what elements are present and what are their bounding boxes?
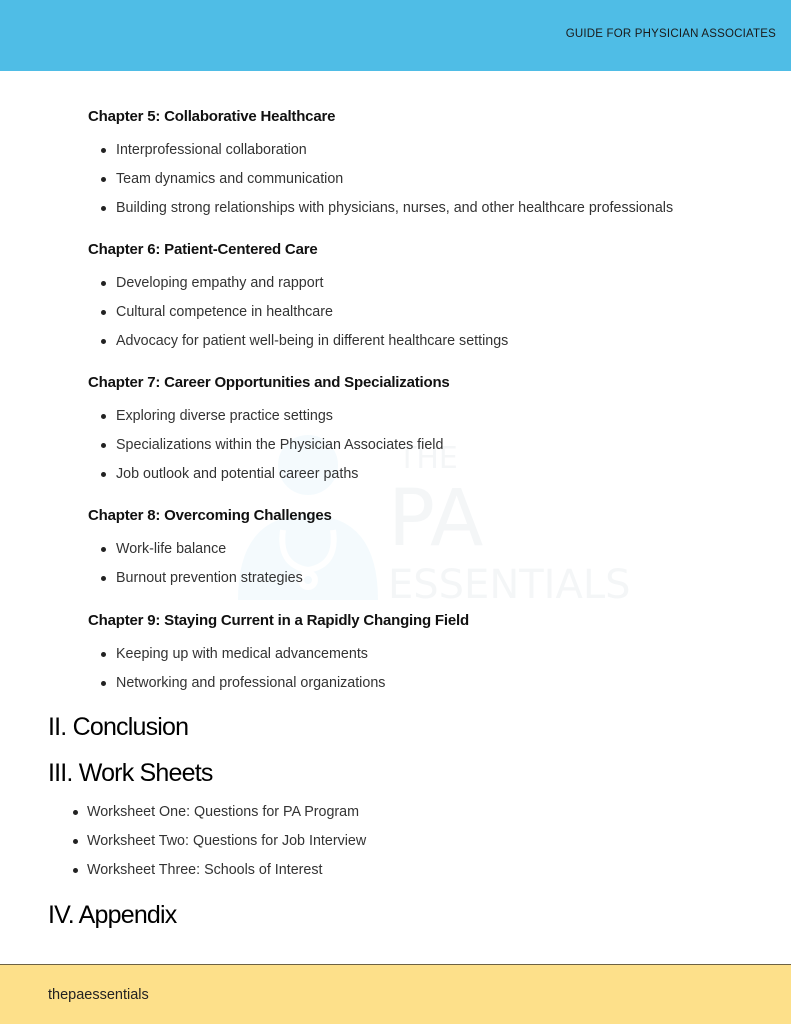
bullet-icon xyxy=(101,472,106,477)
list-item-text: Building strong relationships with physicians, nurses, and other healthcare professionals xyxy=(116,200,674,216)
list-item-text: Job outlook and potential career paths xyxy=(116,466,359,482)
footer-text: thepaessentials xyxy=(48,987,149,1003)
list-item-text: Networking and professional organizations xyxy=(116,675,386,691)
list-item-text: Developing empathy and rapport xyxy=(116,275,324,291)
list-item xyxy=(98,408,443,437)
chapter-list xyxy=(98,541,303,599)
worksheet-list xyxy=(70,804,366,891)
watermark-line2: PA xyxy=(388,474,484,564)
page-header xyxy=(0,0,791,71)
list-item xyxy=(98,646,385,675)
list-item-text: Team dynamics and communication xyxy=(116,171,344,187)
list-item-text: Specializations within the Physician Associates field xyxy=(116,437,444,453)
chapter-list xyxy=(98,275,508,362)
section-heading-conclusion: II. Conclusion xyxy=(48,713,189,741)
list-item xyxy=(98,142,673,171)
list-item xyxy=(98,275,508,304)
page-footer xyxy=(0,964,791,1024)
bullet-icon xyxy=(101,414,106,419)
chapter-list xyxy=(98,646,385,704)
list-item-text: Cultural competence in healthcare xyxy=(116,304,333,320)
chapter-heading: Chapter 6: Patient-Centered Care xyxy=(88,241,318,258)
list-item-text: Advocacy for patient well-being in different healthcare settings xyxy=(116,333,509,349)
list-item-text: Work-life balance xyxy=(116,541,227,557)
chapter-heading: Chapter 5: Collaborative Healthcare xyxy=(88,108,336,125)
list-item xyxy=(70,862,366,891)
list-item xyxy=(98,171,673,200)
chapter-list xyxy=(98,142,673,229)
list-item xyxy=(98,304,508,333)
watermark-line1: THE xyxy=(398,441,458,476)
bullet-icon xyxy=(101,148,106,153)
list-item xyxy=(98,437,443,466)
bullet-icon xyxy=(73,868,78,873)
list-item-text: Worksheet Three: Schools of Interest xyxy=(87,862,323,878)
list-item-text: Worksheet One: Questions for PA Program xyxy=(87,804,360,820)
bullet-icon xyxy=(73,839,78,844)
bullet-icon xyxy=(101,177,106,182)
list-item-text: Exploring diverse practice settings xyxy=(116,408,333,424)
bullet-icon xyxy=(101,652,106,657)
chapter-list xyxy=(98,408,443,495)
list-item xyxy=(70,833,366,862)
bullet-icon xyxy=(101,310,106,315)
list-item xyxy=(98,466,443,495)
list-item-text: Worksheet Two: Questions for Job Interview xyxy=(87,833,367,849)
chapter-heading: Chapter 8: Overcoming Challenges xyxy=(88,507,332,524)
bullet-icon xyxy=(101,681,106,686)
watermark-line3: ESSENTIALS xyxy=(388,562,631,608)
bullet-icon xyxy=(101,339,106,344)
bullet-icon xyxy=(101,443,106,448)
section-heading-appendix: IV. Appendix xyxy=(48,901,177,929)
list-item xyxy=(98,570,303,599)
chapter-heading: Chapter 7: Career Opportunities and Specializations xyxy=(88,374,450,391)
bullet-icon xyxy=(101,281,106,286)
chapter-heading: Chapter 9: Staying Current in a Rapidly Changing Field xyxy=(88,612,469,629)
list-item xyxy=(98,675,385,704)
bullet-icon xyxy=(101,576,106,581)
list-item xyxy=(70,804,366,833)
list-item xyxy=(98,541,303,570)
list-item xyxy=(98,333,508,362)
bullet-icon xyxy=(101,206,106,211)
list-item-text: Keeping up with medical advancements xyxy=(116,646,368,662)
bullet-icon xyxy=(73,810,78,815)
section-heading-worksheets: III. Work Sheets xyxy=(48,759,213,787)
bullet-icon xyxy=(101,547,106,552)
list-item-text: Interprofessional collaboration xyxy=(116,142,307,158)
header-title: GUIDE FOR PHYSICIAN ASSOCIATES xyxy=(565,28,776,40)
list-item xyxy=(98,200,673,229)
list-item-text: Burnout prevention strategies xyxy=(116,570,303,586)
